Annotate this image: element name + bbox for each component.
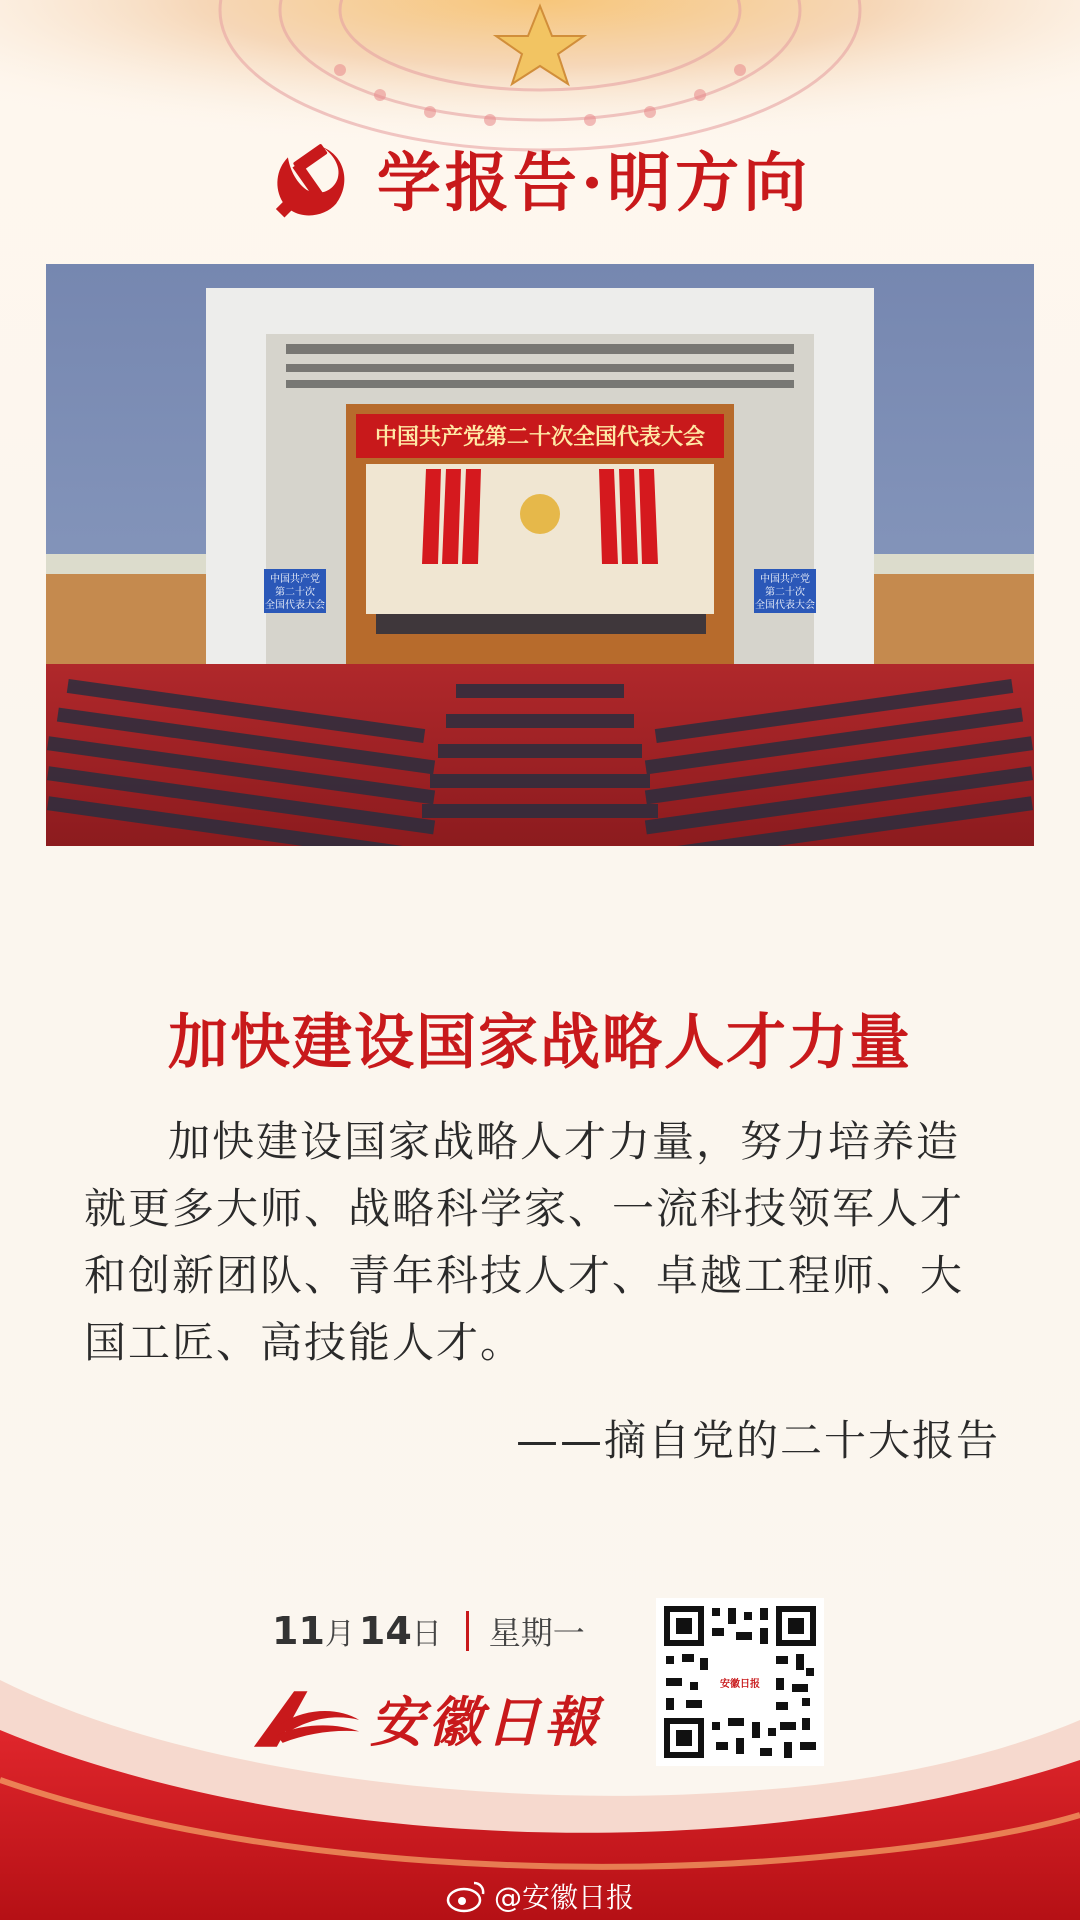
anhui-daily-mark-icon — [252, 1684, 362, 1752]
weekday: 星期一 — [488, 1614, 585, 1652]
weibo-watermark — [0, 1876, 1080, 1916]
date-day-unit: 日 — [411, 1617, 442, 1652]
right-screen-text: 第二十次 — [765, 587, 805, 598]
date-day: 14 — [358, 1609, 412, 1653]
weibo-icon — [446, 1879, 486, 1913]
right-screen-text: 全国代表大会 — [755, 600, 815, 611]
anhui-daily-logo — [252, 1678, 602, 1758]
header-title: 学报告·明方向 — [376, 146, 812, 221]
hall-illustration — [46, 264, 1034, 846]
left-screen-text: 第二十次 — [275, 587, 315, 598]
article-title: 加快建设国家战略人才力量 — [168, 1008, 912, 1078]
date-month: 11 — [272, 1609, 325, 1653]
left-screen-text: 全国代表大会 — [265, 600, 325, 611]
article-body: 加快建设国家战略人才力量，努力培养造就更多大师、战略科学家、一流科技领军人才和创新团队、青年科技人才、卓越工程师、大国工匠、高技能人才。 — [84, 1117, 965, 1367]
date-separator — [466, 1611, 469, 1651]
party-emblem-icon — [269, 135, 355, 221]
brand-name: 安徽日報 — [370, 1689, 602, 1754]
qr-code[interactable] — [656, 1598, 824, 1766]
right-screen-text: 中国共产党 — [760, 574, 810, 585]
watermark-text: @安徽日报 — [493, 1881, 634, 1914]
header — [0, 128, 1080, 228]
left-screen-text: 中国共产党 — [270, 574, 320, 585]
date-month-unit: 月 — [324, 1617, 355, 1652]
qr-badge: 安徽日报 — [716, 1658, 764, 1706]
article-source: ——摘自党的二十大报告 — [515, 1416, 1000, 1465]
congress-hall-photo — [46, 264, 1034, 846]
date-line — [272, 1608, 585, 1654]
banner-text: 中国共产党第二十次全国代表大会 — [374, 425, 706, 450]
